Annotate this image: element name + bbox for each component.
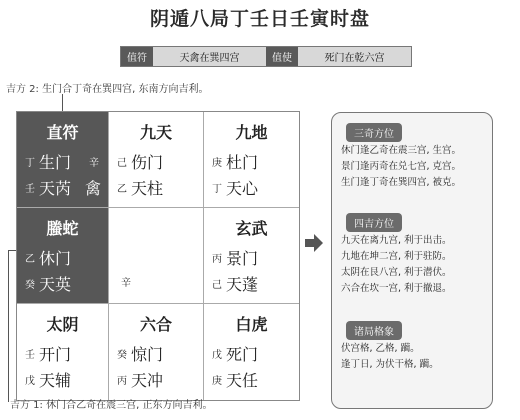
palace-qian (204, 304, 299, 400)
earth-stem: 癸 (25, 280, 35, 291)
door-row (212, 150, 258, 173)
star-name: 天柱 (131, 179, 164, 198)
note-bottom-connector-top (8, 250, 16, 251)
earth-stem: 丁 (212, 184, 222, 195)
star-row (117, 368, 163, 391)
door-row (25, 150, 71, 173)
sec3-lines (341, 341, 439, 373)
heaven-stem: 癸 (117, 350, 127, 361)
deity-label: 太阴 (46, 315, 79, 334)
sec2-line: 六合在坎一宫, 利于撤退。 (341, 283, 452, 294)
note-bottom-connector (8, 250, 9, 402)
sec2-title: 四吉方位 (346, 213, 402, 232)
zhifu-value: 天禽在巽四宫 (153, 47, 266, 66)
palace-gen (17, 304, 109, 400)
door-row (212, 246, 258, 269)
door-name: 惊门 (131, 345, 164, 364)
door-name: 开门 (39, 345, 72, 364)
earth-stem: 丙 (117, 376, 127, 387)
note-bottom (10, 396, 212, 411)
deity-label: 六合 (139, 315, 172, 334)
door-name: 死门 (226, 345, 259, 364)
palace-center (109, 208, 204, 304)
duty-bar (120, 46, 412, 67)
star-row (212, 272, 258, 295)
star-row (25, 176, 71, 199)
zhishi-value: 死门在乾六宫 (298, 47, 411, 66)
center-stem: 辛 (121, 278, 131, 289)
sec2-line: 九天在离九宫, 利于出击。 (341, 235, 452, 246)
zhifu-label: 值符 (121, 47, 153, 66)
heaven-stem: 丙 (212, 254, 222, 265)
arrow-right-icon (305, 234, 323, 252)
heaven-stem: 壬 (25, 350, 35, 361)
heaven-stem: 丁 (25, 158, 35, 169)
star-name: 天任 (226, 371, 259, 390)
door-row (117, 150, 163, 173)
star-name: 天芮 (39, 179, 72, 198)
note-top-tag: 吉方 2: (6, 84, 39, 95)
deity-label: 九地 (235, 123, 268, 142)
earth-stem: 壬 (25, 184, 35, 195)
palace-grid (16, 111, 300, 401)
star-name: 天辅 (39, 371, 72, 390)
sec2-lines (341, 233, 452, 297)
sec1-line: 休门逢乙奇在震三宫, 生宫。 (341, 145, 462, 156)
note-bottom-text: 休门合乙奇在震三宫, 正东方向吉利。 (46, 400, 213, 411)
note-top-connector (62, 94, 63, 112)
star-row (25, 368, 71, 391)
palace-li (109, 112, 204, 208)
side-stem: 辛 (89, 158, 99, 169)
door-row (212, 342, 258, 365)
palace-kan (109, 304, 204, 400)
sec1-line: 生门逢丁奇在巽四宫, 被克。 (341, 177, 462, 188)
star-row (25, 272, 71, 295)
note-top-text: 生门合丁奇在巽四宫, 东南方向吉利。 (42, 84, 209, 95)
sec1-title: 三奇方位 (346, 123, 402, 142)
sec1-lines (341, 143, 461, 191)
door-row (25, 342, 71, 365)
door-name: 景门 (226, 249, 259, 268)
star-name: 天心 (226, 179, 259, 198)
earth-stem: 己 (212, 280, 222, 291)
heaven-stem: 乙 (25, 254, 35, 265)
sec2-line: 太阴在艮八宫, 利于潜伏。 (341, 267, 452, 278)
heaven-stem: 己 (117, 158, 127, 169)
zhishi-label: 值使 (266, 47, 298, 66)
star-row (117, 176, 163, 199)
door-row (117, 342, 163, 365)
note-top (6, 80, 208, 95)
door-name: 伤门 (131, 153, 164, 172)
deity-label: 玄武 (235, 219, 268, 238)
deity-label: 九天 (139, 123, 172, 142)
palace-zhen (17, 208, 109, 304)
heaven-stem: 庚 (212, 158, 222, 169)
door-name: 休门 (39, 249, 72, 268)
star-name: 天蓬 (226, 275, 259, 294)
deity-label: 白虎 (235, 315, 268, 334)
page-title: 阴遁八局丁壬日壬寅时盘 (149, 8, 370, 30)
palace-kun (204, 112, 299, 208)
sec2-line: 九地在坤二宫, 利于驻防。 (341, 251, 452, 262)
sec3-line: 逢丁日, 为伏干格, 躏。 (341, 359, 439, 370)
sec3-title: 诸局格象 (346, 321, 402, 340)
door-name: 生门 (39, 153, 72, 172)
earth-stem: 戊 (25, 376, 35, 387)
star-name: 天英 (39, 275, 72, 294)
deity-label: 直符 (46, 123, 79, 142)
heaven-stem: 戊 (212, 350, 222, 361)
analysis-panel (331, 112, 493, 409)
star-row (212, 368, 258, 391)
note-bottom-tag: 吉方 1: (10, 400, 43, 411)
star-name: 天冲 (131, 371, 164, 390)
deity-label: 螣蛇 (46, 219, 79, 238)
palace-dui (204, 208, 299, 304)
earth-stem: 庚 (212, 376, 222, 387)
palace-xun (17, 112, 109, 208)
sec3-line: 伏宫格, 乙格, 躏。 (341, 343, 420, 354)
door-name: 杜门 (226, 153, 259, 172)
door-row (25, 246, 71, 269)
star-row (212, 176, 258, 199)
side-star: 禽 (85, 179, 102, 198)
sec1-line: 景门逢丙奇在兑七宫, 克宫。 (341, 161, 462, 172)
earth-stem: 乙 (117, 184, 127, 195)
